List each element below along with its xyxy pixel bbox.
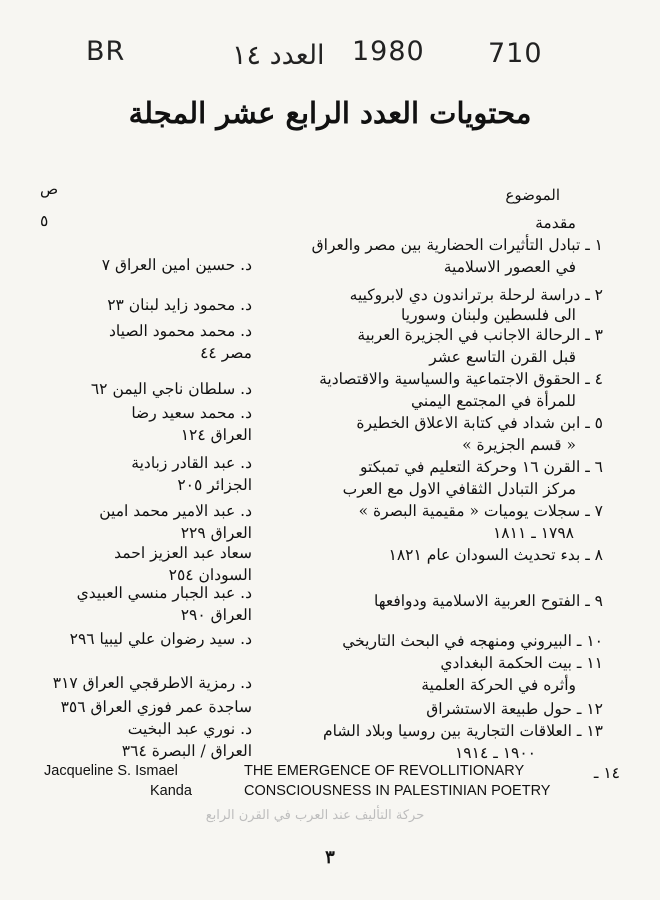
entry-title-line: THE EMERGENCE OF REVOLLITIONARY [244, 763, 525, 779]
entry-title-line: في العصور الاسلامية [443, 258, 576, 276]
entry-author: د. حسين امين العراق ٧ [101, 256, 252, 274]
entry-author: سعاد عبد العزيز احمد [114, 544, 252, 562]
intro-label: مقدمة [535, 214, 576, 232]
entry-title-line: ٢ ـ دراسة لرحلة برتراندون دي لابروكييه [349, 286, 603, 304]
entry-author: العراق ٢٩٠ [180, 606, 252, 624]
entry-author: Kanda [150, 783, 192, 799]
entry-author: السودان ٢٥٤ [168, 566, 252, 584]
entry-author: Jacqueline S. Ismael [44, 763, 178, 779]
intro-page: ٥ [40, 212, 49, 230]
handwritten-note-3: 1980 [352, 36, 425, 67]
entry-title-line: ٣ ـ الرحالة الاجانب في الجزيرة العربية [357, 326, 603, 344]
entry-title-line: ٤ ـ الحقوق الاجتماعية والسياسية والاقتصادية [319, 370, 603, 388]
handwritten-note-4: 710 [488, 38, 543, 69]
handwritten-note-2: ﺍﻟﻌﺪﺩ ١٤ [232, 40, 325, 71]
entry-title-line: ١٣ ـ العلاقات التجارية بين روسيا وبلاد الشام [323, 722, 603, 740]
entry-title-line: ٥ ـ ابن شداد في كتابة الاعلاق الخطيرة [356, 414, 603, 432]
entry-title-line: ١٢ ـ حول طبيعة الاستشراق [426, 700, 603, 718]
entry-author: د. نوري عبد البخيت [127, 720, 252, 738]
entry-author: العراق ١٢٤ [180, 426, 252, 444]
entry-author: الجزائر ٢٠٥ [177, 476, 252, 494]
entry-author: ساجدة عمر فوزي العراق ٣٥٦ [60, 698, 252, 716]
entry-title-line: مركز التبادل الثقافي الاول مع العرب [342, 480, 576, 498]
entry-title-line: ٦ ـ القرن ١٦ وحركة التعليم في تمبكتو [360, 458, 603, 476]
entry-author: مصر ٤٤ [200, 344, 252, 362]
entry-title-line: « قسم الجزيرة » [462, 436, 576, 454]
entry-title-line: ١ ـ تبادل التأثيرات الحضارية بين مصر والعراق [311, 236, 603, 254]
entry-author: د. محمود زايد لبنان ٢٣ [107, 296, 252, 314]
entry-author: د. محمد محمود الصياد [109, 322, 252, 340]
entry-title-line: للمرأة في المجتمع اليمني [410, 392, 576, 410]
topic-column-header: الموضوع [505, 186, 560, 204]
entry-title-line: ١٩٠٠ ـ ١٩١٤ [454, 744, 536, 762]
entry-author: د. عبد الجبار منسي العبيدي [76, 584, 252, 602]
page-title: محتويات العدد الرابع عشر المجلة [128, 96, 532, 130]
page-column-header: ص [40, 180, 59, 198]
entry-author: د. عبد القادر زبادية [131, 454, 252, 472]
entry-author: د. سلطان ناجي اليمن ٦٢ [90, 380, 252, 398]
bleed-through-text: حركة التأليف عند العرب في القرن الرابع [205, 808, 425, 823]
handwritten-note-1: BR [86, 36, 126, 67]
entry-number: ١٤ ـ [593, 764, 620, 782]
entry-title-line: وأثره في الحركة العلمية [421, 676, 576, 694]
entry-title-line: ١٧٩٨ ـ ١٨١١ [492, 524, 574, 542]
entry-author: العراق / البصرة ٣٦٤ [121, 742, 252, 760]
entry-title-line: ٨ ـ بدء تحديث السودان عام ١٨٢١ [388, 546, 603, 564]
entry-title-line: ١٠ ـ البيروني ومنهجه في البحث التاريخي [342, 632, 603, 650]
entry-title-line: ٧ ـ سجلات يوميات « مقيمية البصرة » [358, 502, 603, 520]
entry-title-line: ٩ ـ الفتوح العربية الاسلامية ودوافعها [373, 592, 603, 610]
page-number: ٣ [325, 847, 335, 868]
entry-title-line: الى فلسطين ولبنان وسوريا [401, 306, 576, 324]
entry-title-line: CONSCIOUSNESS IN PALESTINIAN POETRY [244, 783, 551, 799]
entry-author: د. رمزية الاطرقجي العراق ٣١٧ [52, 674, 252, 692]
entry-title-line: قبل القرن التاسع عشر [429, 348, 576, 366]
entry-author: د. محمد سعيد رضا [131, 404, 252, 422]
entry-author: العراق ٢٢٩ [180, 524, 252, 542]
entry-author: د. عبد الامير محمد امين [99, 502, 252, 520]
entry-title-line: ١١ ـ بيت الحكمة البغدادي [440, 654, 603, 672]
entry-author: د. سيد رضوان علي ليبيا ٢٩٦ [69, 630, 252, 648]
